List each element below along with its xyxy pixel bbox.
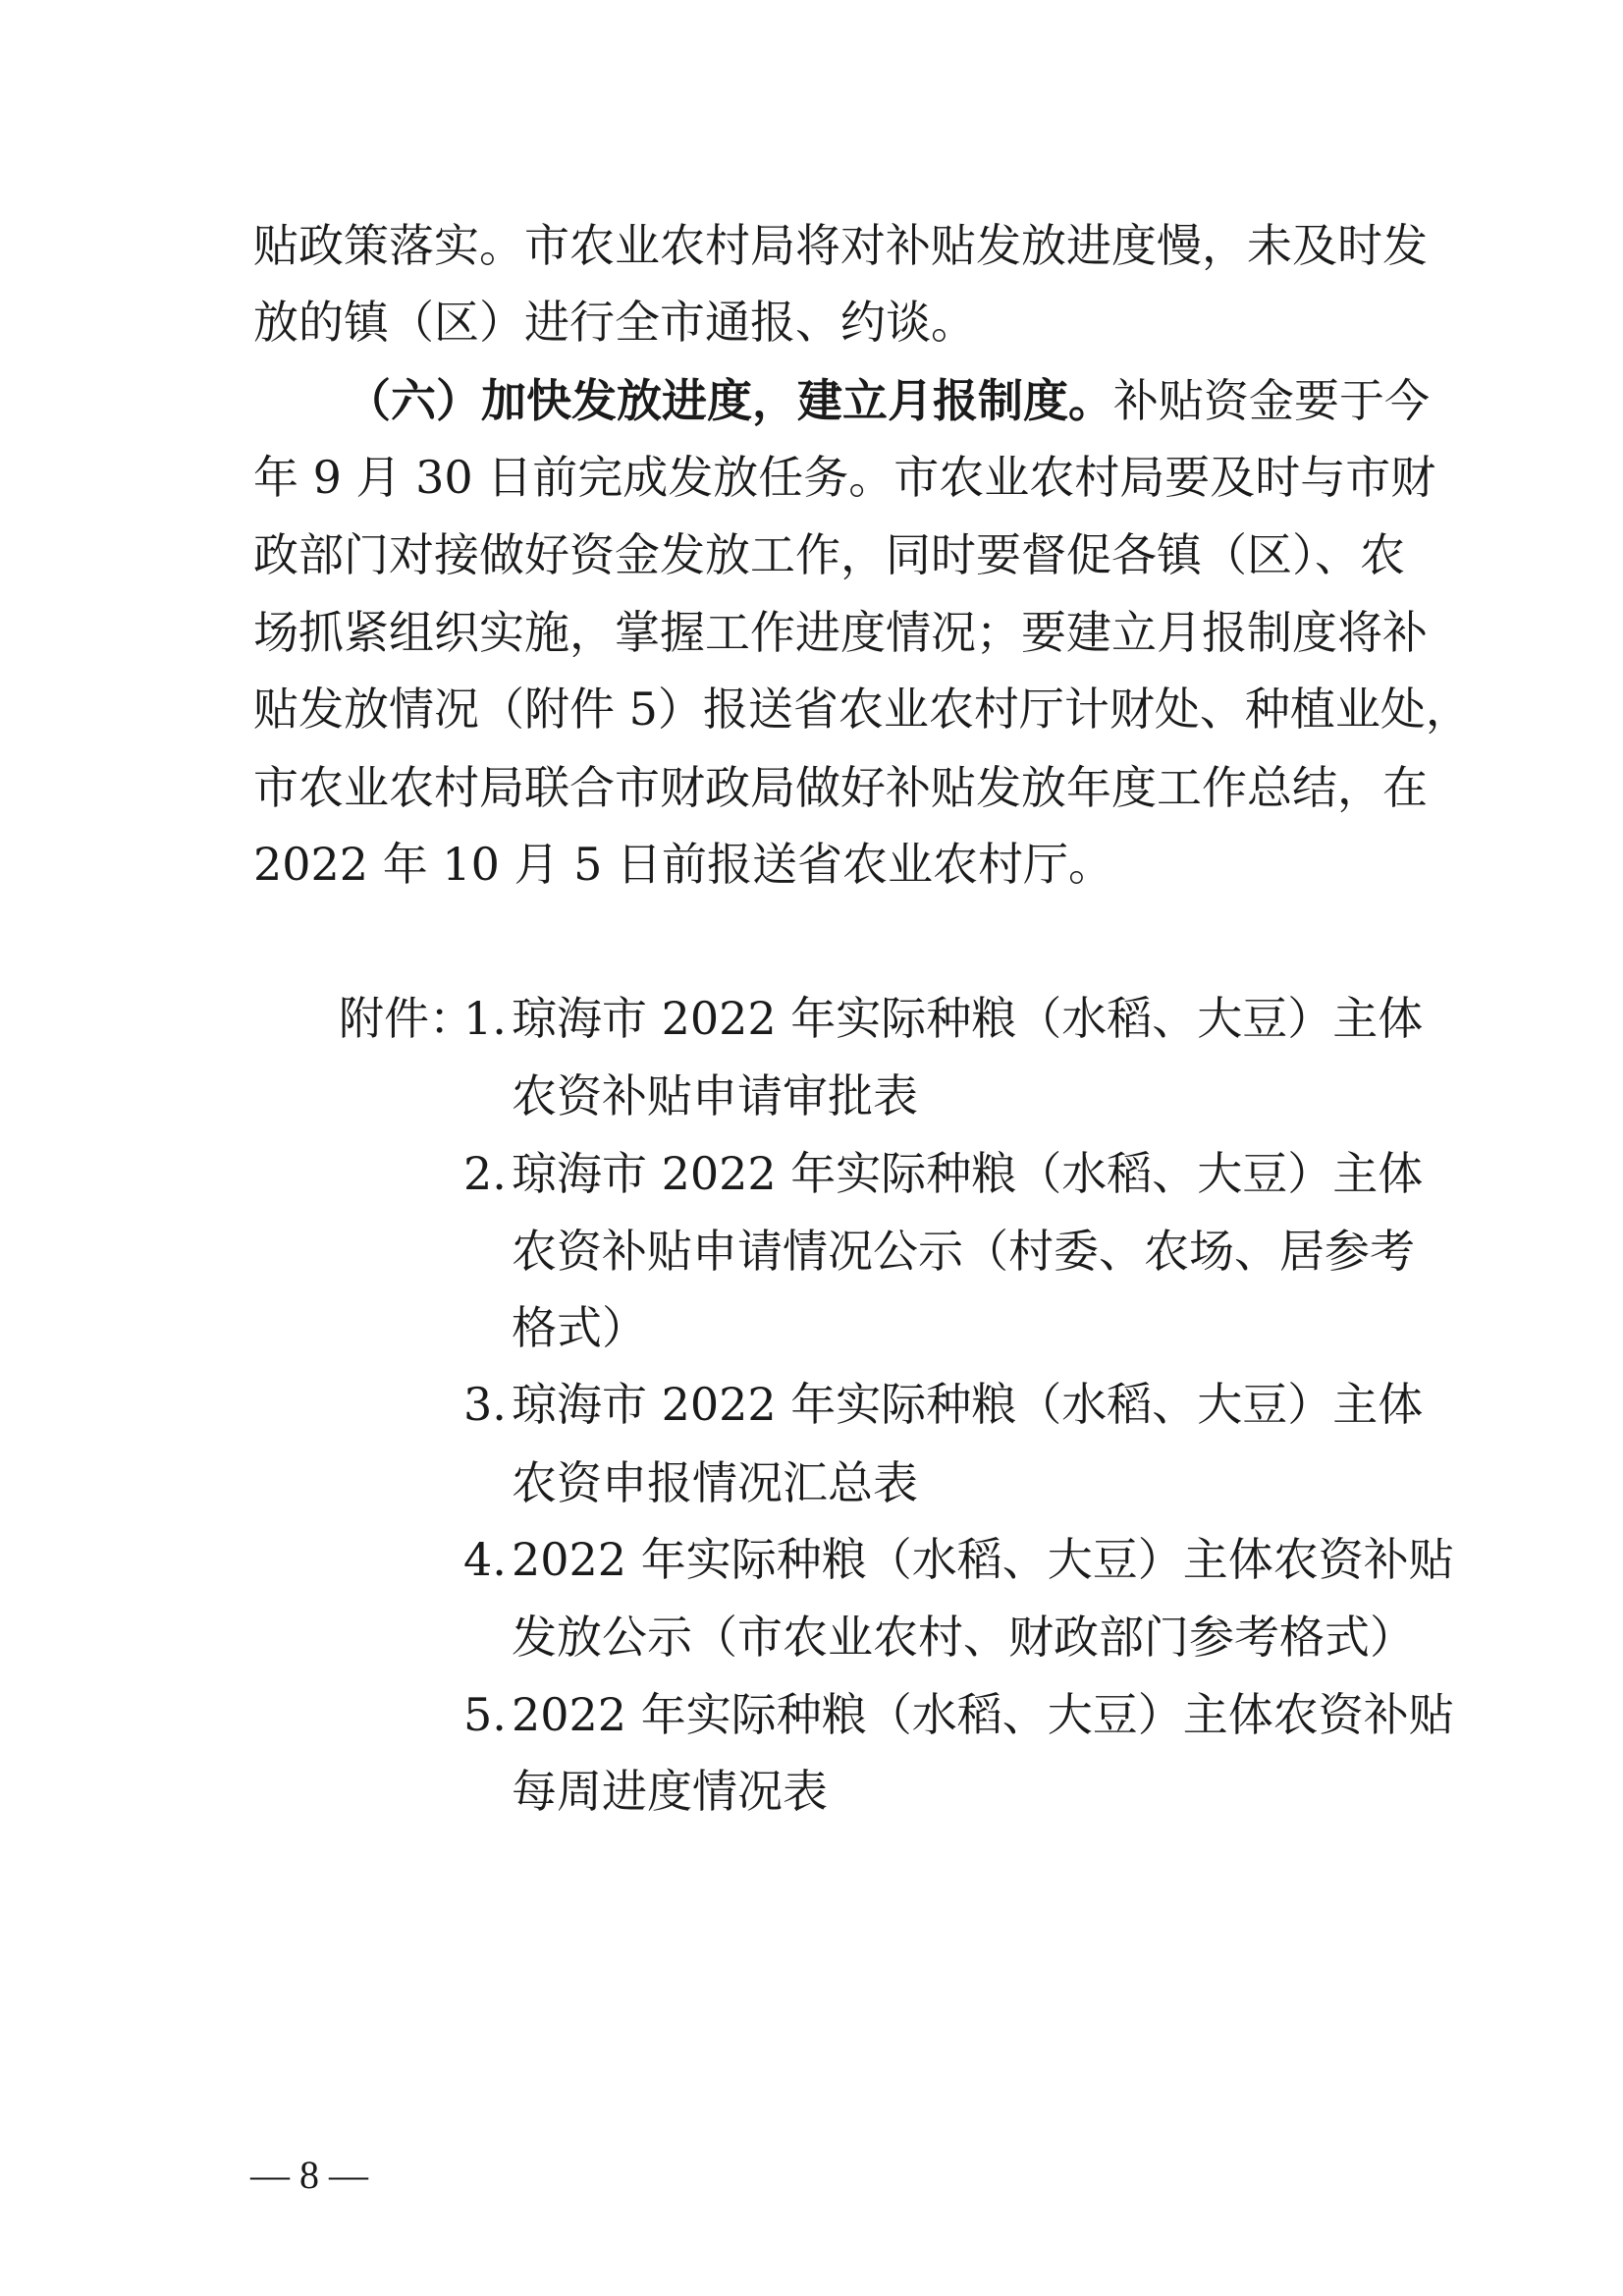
attachment-title-cont: 农资补贴申请情况公示（村委、农场、居参考 [512, 1225, 1415, 1278]
attachment-title-cont: 每周进度情况表 [512, 1765, 828, 1818]
attachment-title-cont: 农资申报情况汇总表 [512, 1456, 918, 1509]
attachment-title: 琼海市 2022 年实际种粮（水稻、大豆）主体 [512, 1147, 1424, 1200]
attachment-title: 琼海市 2022 年实际种粮（水稻、大豆）主体 [512, 992, 1424, 1045]
attachment-number: 3. [463, 1378, 507, 1431]
paragraph-line: 放的镇（区）进行全市通报、约谈。 [253, 296, 976, 349]
paragraph-line: 贴发放情况（附件 5）报送省农业农村厅计财处、种植业处， [253, 683, 1471, 736]
attachment-title: 琼海市 2022 年实际种粮（水稻、大豆）主体 [512, 1378, 1424, 1431]
paragraph-line: 场抓紧组织实施，掌握工作进度情况；要建立月报制度将补 [253, 606, 1428, 659]
paragraph-line: 市农业农村局联合市财政局做好补贴发放年度工作总结，在 [253, 761, 1428, 814]
attachment-title-cont: 农资补贴申请审批表 [512, 1069, 918, 1122]
attachment-title-cont: 发放公示（市农业农村、财政部门参考格式） [512, 1611, 1415, 1664]
attachment-title: 2022 年实际种粮（水稻、大豆）主体农资补贴 [512, 1688, 1454, 1741]
paragraph-line: 贴政策落实。市农业农村局将对补贴发放进度慢，未及时发 [253, 219, 1428, 272]
attachments-label: 附件： [339, 992, 474, 1045]
attachment-title: 2022 年实际种粮（水稻、大豆）主体农资补贴 [512, 1533, 1454, 1586]
paragraph-line: 政部门对接做好资金发放工作，同时要督促各镇（区）、农 [253, 528, 1405, 581]
paragraph-6-first-line [346, 371, 1430, 430]
page-number: — 8 — [250, 2153, 368, 2197]
paragraph-line: 2022 年 10 月 5 日前报送省农业农村厅。 [253, 838, 1113, 891]
attachment-number: 4. [463, 1533, 507, 1586]
attachment-title-cont: 格式） [512, 1301, 647, 1354]
attachment-number: 2. [463, 1147, 507, 1200]
attachment-number: 5. [463, 1688, 507, 1741]
attachment-number: 1. [463, 992, 507, 1045]
paragraph-line: 年 9 月 30 日前完成发放任务。市农业农村局要及时与市财 [253, 451, 1436, 504]
paragraph-6-heading: （六）加快发放进度，建立月报制度。 [346, 374, 1113, 427]
paragraph-6-first-line-rest: 补贴资金要于今 [1113, 374, 1430, 427]
